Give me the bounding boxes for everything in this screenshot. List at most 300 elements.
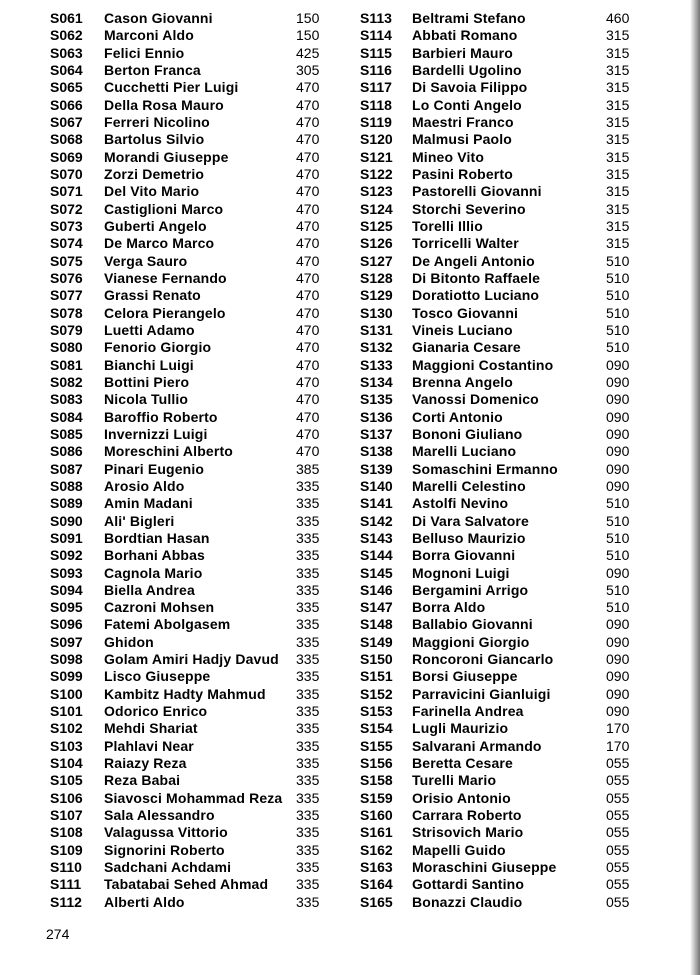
list-item (44, 183, 334, 200)
entry-code: S103 (50, 737, 83, 754)
entry-code: S146 (360, 581, 393, 598)
entry-number: 090 (606, 564, 630, 581)
entry-name: Biella Andrea (104, 581, 195, 598)
entry-name: Grassi Renato (104, 287, 201, 304)
list-item (356, 807, 636, 824)
list-item (44, 565, 334, 582)
entry-code: S094 (50, 581, 83, 598)
entry-number: 470 (296, 235, 320, 252)
entry-name: Arosio Aldo (104, 477, 185, 494)
entry-name: Lo Conti Angelo (412, 96, 522, 113)
entry-number: 470 (296, 96, 320, 113)
entry-name: Vanossi Domenico (412, 391, 539, 408)
entry-code: S134 (360, 373, 393, 390)
entry-number: 470 (296, 391, 320, 408)
entry-code: S164 (360, 876, 393, 893)
entry-number: 385 (296, 460, 320, 477)
list-item (44, 616, 334, 633)
entry-name: Barbieri Mauro (412, 44, 513, 61)
entry-number: 335 (296, 876, 320, 893)
entry-number: 470 (296, 408, 320, 425)
entry-number: 305 (296, 61, 320, 78)
entry-number: 470 (296, 425, 320, 442)
list-item (356, 183, 636, 200)
entry-code: S113 (360, 10, 392, 26)
entry-name: Vianese Fernando (104, 269, 227, 286)
entry-name: Torricelli Walter (412, 235, 519, 252)
entry-name: Di Savoia Filippo (412, 79, 528, 96)
entry-number: 335 (296, 495, 320, 512)
entry-number: 470 (296, 165, 320, 182)
entry-code: S098 (50, 651, 83, 668)
list-item (356, 443, 636, 460)
list-item (356, 513, 636, 530)
entry-name: Astolfi Nevino (412, 495, 509, 512)
list-item (44, 668, 334, 685)
entry-name: Odorico Enrico (104, 703, 208, 720)
list-item (44, 842, 334, 859)
entry-number: 170 (606, 737, 630, 754)
entry-code: S086 (50, 443, 83, 460)
entry-number: 335 (296, 581, 320, 598)
list-item (356, 703, 636, 720)
entry-name: Valagussa Vittorio (104, 824, 228, 841)
entry-code: S151 (360, 668, 393, 685)
entry-code: S101 (50, 703, 83, 720)
entry-name: Maggioni Giorgio (412, 633, 530, 650)
entry-number: 510 (606, 287, 630, 304)
list-item (44, 270, 334, 287)
entry-name: Siavosci Mohammad Reza (104, 789, 283, 806)
list-item (356, 668, 636, 685)
entry-code: S068 (50, 131, 83, 148)
entry-code: S154 (360, 720, 393, 737)
entry-number: 470 (296, 269, 320, 286)
entry-name: Mehdi Shariat (104, 720, 198, 737)
entry-name: Moreschini Alberto (104, 443, 233, 460)
list-item (356, 565, 636, 582)
entry-number: 470 (296, 321, 320, 338)
entry-number: 090 (606, 356, 630, 373)
list-item (356, 790, 636, 807)
entry-number: 090 (606, 460, 630, 477)
entry-number: 510 (606, 547, 630, 564)
entry-name: Luetti Adamo (104, 321, 195, 338)
entry-name: Della Rosa Mauro (104, 96, 224, 113)
list-item (356, 426, 636, 443)
list-item (356, 894, 636, 911)
entry-name: Vineis Luciano (412, 321, 513, 338)
entry-name: Brenna Angelo (412, 373, 513, 390)
entry-code: S083 (50, 391, 83, 408)
entry-code: S115 (360, 44, 392, 61)
entry-number: 315 (606, 113, 630, 130)
list-item (356, 357, 636, 374)
list-item (356, 876, 636, 893)
entry-code: S095 (50, 599, 83, 616)
entry-code: S074 (50, 235, 83, 252)
entry-number: 470 (296, 79, 320, 96)
entry-name: Guberti Angelo (104, 217, 207, 234)
entry-number: 470 (296, 148, 320, 165)
list-item (356, 842, 636, 859)
list-item (44, 495, 334, 512)
list-item (44, 720, 334, 737)
entry-number: 510 (606, 529, 630, 546)
list-item (44, 391, 334, 408)
entry-name: Tosco Giovanni (412, 304, 519, 321)
entry-number: 510 (606, 495, 630, 512)
entry-number: 470 (296, 339, 320, 356)
entry-code: S106 (50, 789, 83, 806)
entry-number: 335 (296, 651, 320, 668)
entry-code: S105 (50, 772, 83, 789)
entry-number: 510 (606, 339, 630, 356)
list-item (356, 339, 636, 356)
entry-code: S108 (50, 824, 83, 841)
list-item (44, 166, 334, 183)
entry-name: Lisco Giuseppe (104, 668, 211, 685)
list-item (44, 45, 334, 62)
entry-number: 425 (296, 44, 320, 61)
entry-number: 170 (606, 720, 630, 737)
list-item (356, 149, 636, 166)
list-item (44, 599, 334, 616)
entry-name: Doratiotto Luciano (412, 287, 540, 304)
entry-code: S149 (360, 633, 393, 650)
list-item (44, 513, 334, 530)
entry-number: 335 (296, 599, 320, 616)
entry-code: S107 (50, 807, 83, 824)
list-item (44, 461, 334, 478)
list-item (356, 270, 636, 287)
entry-code: S091 (50, 529, 83, 546)
entry-number: 335 (296, 807, 320, 824)
entry-code: S121 (360, 148, 393, 165)
entry-name: Golam Amiri Hadjy Davud (104, 651, 279, 668)
entry-name: Pasini Roberto (412, 165, 513, 182)
entry-number: 090 (606, 425, 630, 442)
list-item (356, 62, 636, 79)
entry-code: S117 (360, 79, 392, 96)
entry-name: Invernizzi Luigi (104, 425, 208, 442)
entry-name: Cagnola Mario (104, 564, 203, 581)
list-item (44, 305, 334, 322)
entry-number: 510 (606, 512, 630, 529)
entry-name: Borhani Abbas (104, 547, 205, 564)
entry-number: 335 (296, 841, 320, 858)
entry-code: S112 (50, 893, 82, 910)
list-item (44, 339, 334, 356)
entry-name: Castiglioni Marco (104, 200, 224, 217)
entry-name: Ghidon (104, 633, 154, 650)
list-item (356, 253, 636, 270)
entry-code: S156 (360, 755, 393, 772)
entry-number: 090 (606, 685, 630, 702)
list-item (356, 374, 636, 391)
entry-code: S153 (360, 703, 393, 720)
entry-number: 315 (606, 61, 630, 78)
entry-code: S096 (50, 616, 83, 633)
entry-code: S073 (50, 217, 83, 234)
entry-number: 090 (606, 408, 630, 425)
entry-name: Salvarani Armando (412, 737, 542, 754)
entry-name: Beretta Cesare (412, 755, 513, 772)
entry-code: S093 (50, 564, 83, 581)
entry-code: S099 (50, 668, 83, 685)
list-item (44, 824, 334, 841)
entry-code: S063 (50, 44, 83, 61)
list-item (44, 62, 334, 79)
entry-number: 470 (296, 373, 320, 390)
entry-name: Berton Franca (104, 61, 201, 78)
list-item (356, 530, 636, 547)
entry-name: Somaschini Ermanno (412, 460, 558, 477)
entry-code: S119 (360, 113, 392, 130)
list-item (44, 807, 334, 824)
list-item (44, 772, 334, 789)
entry-number: 315 (606, 79, 630, 96)
entry-name: Carrara Roberto (412, 807, 522, 824)
entry-name: Celora Pierangelo (104, 304, 226, 321)
entry-code: S148 (360, 616, 393, 633)
entry-name: Bonazzi Claudio (412, 893, 523, 910)
list-item (356, 409, 636, 426)
entry-name: Cazroni Mohsen (104, 599, 215, 616)
entry-name: Morandi Giuseppe (104, 148, 229, 165)
entry-number: 315 (606, 131, 630, 148)
entry-code: S135 (360, 391, 393, 408)
list-item (356, 97, 636, 114)
entry-name: Nicola Tullio (104, 391, 189, 408)
entry-number: 335 (296, 789, 320, 806)
entry-code: S071 (50, 183, 83, 200)
entry-number: 055 (606, 755, 630, 772)
entry-code: S061 (50, 10, 83, 26)
entry-code: S128 (360, 269, 393, 286)
entry-number: 315 (606, 148, 630, 165)
entry-name: Marelli Luciano (412, 443, 517, 460)
entry-code: S124 (360, 200, 393, 217)
entry-number: 335 (296, 616, 320, 633)
entry-number: 470 (296, 113, 320, 130)
list-item (356, 322, 636, 339)
entry-code: S136 (360, 408, 393, 425)
list-item (44, 201, 334, 218)
entry-number: 510 (606, 581, 630, 598)
entry-code: S152 (360, 685, 393, 702)
entry-name: Reza Babai (104, 772, 181, 789)
entry-number: 055 (606, 824, 630, 841)
entry-code: S150 (360, 651, 393, 668)
entry-number: 090 (606, 373, 630, 390)
entry-number: 315 (606, 44, 630, 61)
list-item (356, 114, 636, 131)
entry-code: S070 (50, 165, 83, 182)
entry-code: S079 (50, 321, 83, 338)
list-item (44, 79, 334, 96)
entry-code: S097 (50, 633, 83, 650)
entry-number: 055 (606, 807, 630, 824)
list-item (44, 894, 334, 911)
entry-name: Bononi Giuliano (412, 425, 523, 442)
list-item (44, 357, 334, 374)
entry-number: 335 (296, 477, 320, 494)
list-item (44, 218, 334, 235)
entry-code: S130 (360, 304, 393, 321)
entry-number: 335 (296, 547, 320, 564)
entry-name: Plahlavi Near (104, 737, 194, 754)
page-edge-shadow (690, 0, 700, 975)
entry-name: Corti Antonio (412, 408, 503, 425)
entry-number: 470 (296, 443, 320, 460)
entry-name: Marconi Aldo (104, 27, 194, 44)
list-item (356, 235, 636, 252)
entry-name: Moraschini Giuseppe (412, 859, 557, 876)
entry-name: Pinari Eugenio (104, 460, 205, 477)
entry-number: 510 (606, 321, 630, 338)
entry-name: De Angeli Antonio (412, 252, 535, 269)
entry-code: S138 (360, 443, 393, 460)
entry-code: S075 (50, 252, 83, 269)
entry-code: S127 (360, 252, 393, 269)
list-item (356, 616, 636, 633)
entry-code: S122 (360, 165, 393, 182)
entry-name: Torelli Illio (412, 217, 483, 234)
list-item (44, 374, 334, 391)
entry-code: S069 (50, 148, 83, 165)
list-item (44, 478, 334, 495)
entry-number: 510 (606, 599, 630, 616)
list-item (44, 253, 334, 270)
list-item (356, 686, 636, 703)
list-item (356, 599, 636, 616)
entry-name: Storchi Severino (412, 200, 526, 217)
entry-number: 470 (296, 217, 320, 234)
entry-name: Pastorelli Giovanni (412, 183, 542, 200)
list-item (356, 634, 636, 651)
entry-number: 470 (296, 304, 320, 321)
entry-number: 090 (606, 633, 630, 650)
entry-name: Beltrami Stefano (412, 10, 526, 26)
entry-code: S109 (50, 841, 83, 858)
entry-number: 470 (296, 200, 320, 217)
list-item (44, 97, 334, 114)
entry-number: 335 (296, 720, 320, 737)
entry-name: Kambitz Hadty Mahmud (104, 685, 266, 702)
entry-code: S065 (50, 79, 83, 96)
list-item (44, 651, 334, 668)
list-item (356, 45, 636, 62)
left-column (44, 10, 334, 911)
list-item (356, 218, 636, 235)
entry-name: Di Bitonto Raffaele (412, 269, 541, 286)
entry-number: 335 (296, 512, 320, 529)
list-item (44, 426, 334, 443)
entry-name: Felici Ennio (104, 44, 185, 61)
entry-code: S092 (50, 547, 83, 564)
entry-name: Malmusi Paolo (412, 131, 512, 148)
entry-number: 335 (296, 737, 320, 754)
entry-name: Gianaria Cesare (412, 339, 521, 356)
entry-name: Bottini Piero (104, 373, 190, 390)
list-item (44, 443, 334, 460)
entry-number: 335 (296, 633, 320, 650)
entry-name: Signorini Roberto (104, 841, 225, 858)
entry-number: 335 (296, 529, 320, 546)
entry-number: 090 (606, 616, 630, 633)
entry-name: Maestri Franco (412, 113, 514, 130)
entry-code: S084 (50, 408, 83, 425)
entry-number: 090 (606, 651, 630, 668)
list-item (44, 582, 334, 599)
entry-number: 335 (296, 893, 320, 910)
entry-number: 470 (296, 287, 320, 304)
list-item (356, 10, 636, 27)
entry-name: Cason Giovanni (104, 10, 213, 26)
entry-number: 315 (606, 200, 630, 217)
list-item (44, 876, 334, 893)
entry-code: S142 (360, 512, 393, 529)
list-item (44, 114, 334, 131)
entry-code: S143 (360, 529, 393, 546)
entry-code: S111 (50, 876, 82, 893)
entry-name: Marelli Celestino (412, 477, 526, 494)
entry-name: Roncoroni Giancarlo (412, 651, 554, 668)
list-item (44, 149, 334, 166)
entry-name: Mapelli Guido (412, 841, 506, 858)
entry-number: 335 (296, 685, 320, 702)
entry-code: S120 (360, 131, 393, 148)
entry-name: Del Vito Mario (104, 183, 200, 200)
entry-name: Amin Madani (104, 495, 193, 512)
entry-number: 335 (296, 859, 320, 876)
entry-name: De Marco Marco (104, 235, 215, 252)
entry-code: S165 (360, 893, 393, 910)
entry-name: Tabatabai Sehed Ahmad (104, 876, 269, 893)
entry-code: S161 (360, 824, 393, 841)
entry-name: Gottardi Santino (412, 876, 525, 893)
entry-name: Mineo Vito (412, 148, 485, 165)
entry-name: Borsi Giuseppe (412, 668, 518, 685)
page-number: 274 (46, 926, 70, 942)
entry-name: Bartolus Silvio (104, 131, 205, 148)
entry-code: S077 (50, 287, 83, 304)
entry-name: Borra Giovanni (412, 547, 516, 564)
entry-number: 055 (606, 841, 630, 858)
entry-code: S163 (360, 859, 393, 876)
entry-number: 055 (606, 772, 630, 789)
list-item (44, 235, 334, 252)
entry-code: S147 (360, 599, 393, 616)
entry-number: 315 (606, 27, 630, 44)
entry-number: 315 (606, 96, 630, 113)
right-column (356, 10, 636, 911)
list-item (356, 495, 636, 512)
entry-code: S104 (50, 755, 83, 772)
entry-number: 315 (606, 217, 630, 234)
entry-name: Turelli Mario (412, 772, 497, 789)
entry-code: S155 (360, 737, 393, 754)
list-item (356, 391, 636, 408)
entry-number: 470 (296, 131, 320, 148)
list-item (44, 859, 334, 876)
entry-name: Cucchetti Pier Luigi (104, 79, 239, 96)
entry-number: 470 (296, 183, 320, 200)
entry-code: S087 (50, 460, 83, 477)
entry-number: 470 (296, 252, 320, 269)
entry-number: 315 (606, 165, 630, 182)
